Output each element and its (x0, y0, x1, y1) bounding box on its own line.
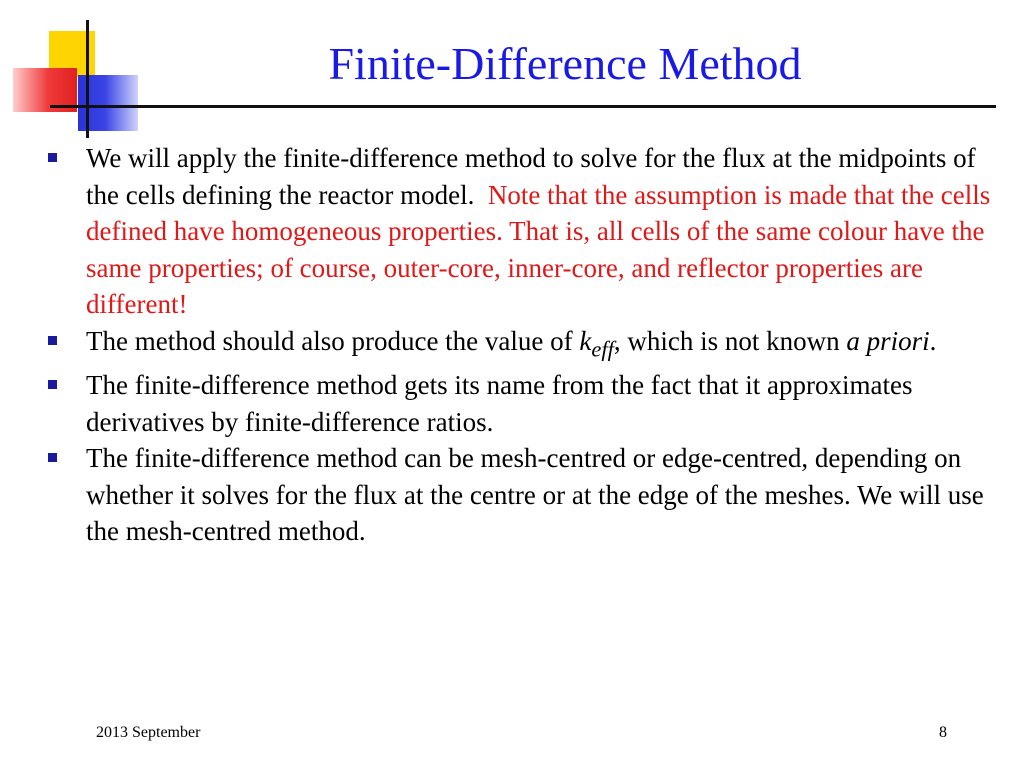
bullet-item (46, 367, 996, 440)
slide-title: Finite-Difference Method (328, 38, 802, 89)
bullet-text-end: . (929, 325, 937, 356)
a-priori-text: a priori (846, 325, 930, 356)
bullet-square-icon (48, 380, 57, 389)
bullet-item (46, 140, 996, 323)
vertical-rule (86, 20, 89, 138)
bullet-square-icon (48, 453, 57, 462)
footer-date: 2013 September (96, 724, 201, 741)
title-underline (50, 105, 996, 108)
bullet-text: The finite-difference method gets its name from the fact that it approximates derivatives by finite-difference ratios. (86, 370, 913, 437)
bullet-list (46, 140, 996, 550)
bullet-item (46, 323, 996, 368)
bullet-text: The method should also produce the value of (86, 325, 580, 356)
k-subscript: eff (591, 335, 614, 361)
k-symbol: k (579, 325, 592, 356)
bullet-note: Note that the assumption is made that the cells defined have homogeneous properties. That is, all cells of the same colour have the same properties; of course, outer-core, inner-core, and reflector properties are different! (86, 179, 991, 319)
bullet-square-icon (48, 153, 57, 162)
bullet-item (46, 440, 996, 550)
bullet-text-middle: , which is not known (613, 325, 847, 356)
bullet-text: We will apply the finite-difference method to solve for the flux at the midpoints of the cells defining the reactor model. (86, 143, 976, 210)
bullet-square-icon (48, 336, 57, 345)
bullet-text: The finite-difference method can be mesh-centred or edge-centred, depending on whether it solves for the flux at the centre or at the edge of the meshes. We will use the mesh-centred method. (86, 443, 984, 547)
page-number: 8 (939, 724, 947, 741)
